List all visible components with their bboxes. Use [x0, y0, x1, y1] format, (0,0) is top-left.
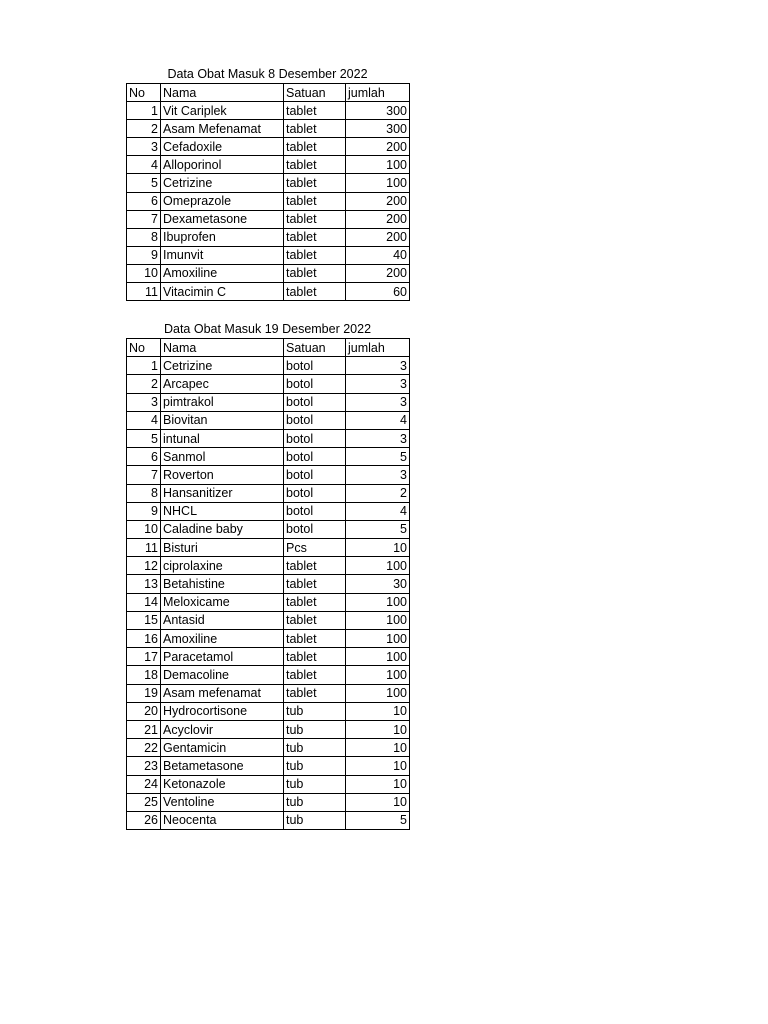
cell-satuan: tub — [284, 757, 346, 775]
header-row — [127, 84, 410, 102]
table-row — [127, 520, 410, 538]
cell-no: 16 — [127, 630, 161, 648]
cell-satuan: botol — [284, 411, 346, 429]
cell-satuan: tablet — [284, 283, 346, 301]
cell-no: 1 — [127, 102, 161, 120]
cell-satuan: tablet — [284, 630, 346, 648]
table-row — [127, 575, 410, 593]
cell-no: 1 — [127, 357, 161, 375]
cell-nama: Sanmol — [161, 448, 284, 466]
cell-no: 19 — [127, 684, 161, 702]
cell-jumlah: 60 — [346, 283, 410, 301]
table-row — [127, 793, 410, 811]
cell-nama: Betahistine — [161, 575, 284, 593]
table-row — [127, 611, 410, 629]
cell-jumlah: 4 — [346, 502, 410, 520]
cell-satuan: tablet — [284, 593, 346, 611]
header-jumlah: jumlah — [346, 339, 410, 357]
header-no: No — [127, 84, 161, 102]
cell-nama: Ibuprofen — [161, 228, 284, 246]
cell-no: 8 — [127, 228, 161, 246]
cell-nama: Vitacimin C — [161, 283, 284, 301]
cell-satuan: tub — [284, 793, 346, 811]
cell-jumlah: 3 — [346, 393, 410, 411]
table-row — [127, 757, 410, 775]
cell-satuan: botol — [284, 375, 346, 393]
cell-nama: Dexametasone — [161, 210, 284, 228]
table-row — [127, 466, 410, 484]
table-row — [127, 448, 410, 466]
header-no: No — [127, 339, 161, 357]
cell-jumlah: 5 — [346, 811, 410, 829]
cell-jumlah: 200 — [346, 264, 410, 282]
header-jumlah: jumlah — [346, 84, 410, 102]
cell-satuan: tablet — [284, 246, 346, 264]
cell-jumlah: 200 — [346, 228, 410, 246]
cell-jumlah: 3 — [346, 375, 410, 393]
cell-satuan: botol — [284, 520, 346, 538]
cell-satuan: tablet — [284, 138, 346, 156]
cell-nama: Bisturi — [161, 539, 284, 557]
table-row — [127, 210, 410, 228]
cell-jumlah: 10 — [346, 720, 410, 738]
cell-nama: Arcapec — [161, 375, 284, 393]
table-row — [127, 138, 410, 156]
cell-jumlah: 10 — [346, 757, 410, 775]
cell-satuan: tub — [284, 720, 346, 738]
table-row — [127, 156, 410, 174]
cell-no: 10 — [127, 520, 161, 538]
table-row — [127, 393, 410, 411]
cell-satuan: tablet — [284, 174, 346, 192]
cell-satuan: botol — [284, 429, 346, 447]
cell-jumlah: 3 — [346, 429, 410, 447]
cell-jumlah: 200 — [346, 138, 410, 156]
cell-satuan: tablet — [284, 611, 346, 629]
cell-nama: Cetrizine — [161, 174, 284, 192]
cell-satuan: tablet — [284, 575, 346, 593]
cell-no: 7 — [127, 210, 161, 228]
cell-no: 5 — [127, 174, 161, 192]
cell-satuan: botol — [284, 484, 346, 502]
cell-no: 12 — [127, 557, 161, 575]
cell-jumlah: 100 — [346, 648, 410, 666]
header-nama: Nama — [161, 84, 284, 102]
table-row — [127, 246, 410, 264]
table-row — [127, 720, 410, 738]
cell-nama: Acyclovir — [161, 720, 284, 738]
cell-nama: Omeprazole — [161, 192, 284, 210]
cell-nama: Antasid — [161, 611, 284, 629]
table-row — [127, 775, 410, 793]
cell-satuan: tablet — [284, 648, 346, 666]
cell-no: 2 — [127, 120, 161, 138]
cell-satuan: tub — [284, 811, 346, 829]
cell-nama: intunal — [161, 429, 284, 447]
table-title: Data Obat Masuk 19 Desember 2022 — [163, 322, 372, 336]
cell-no: 3 — [127, 138, 161, 156]
table-row — [127, 702, 410, 720]
cell-satuan: tablet — [284, 228, 346, 246]
cell-jumlah: 40 — [346, 246, 410, 264]
cell-jumlah: 10 — [346, 702, 410, 720]
cell-satuan: tablet — [284, 102, 346, 120]
cell-jumlah: 300 — [346, 120, 410, 138]
cell-nama: Cefadoxile — [161, 138, 284, 156]
cell-no: 2 — [127, 375, 161, 393]
cell-nama: Biovitan — [161, 411, 284, 429]
cell-nama: NHCL — [161, 502, 284, 520]
table-row — [127, 502, 410, 520]
header-nama: Nama — [161, 339, 284, 357]
cell-satuan: Pcs — [284, 539, 346, 557]
cell-no: 9 — [127, 246, 161, 264]
cell-no: 24 — [127, 775, 161, 793]
cell-no: 8 — [127, 484, 161, 502]
cell-no: 18 — [127, 666, 161, 684]
table-row — [127, 666, 410, 684]
table-row — [127, 192, 410, 210]
table-row — [127, 593, 410, 611]
cell-nama: Ventoline — [161, 793, 284, 811]
cell-satuan: tablet — [284, 684, 346, 702]
cell-nama: Caladine baby — [161, 520, 284, 538]
cell-jumlah: 10 — [346, 739, 410, 757]
cell-no: 11 — [127, 283, 161, 301]
cell-satuan: tablet — [284, 666, 346, 684]
cell-nama: Hansanitizer — [161, 484, 284, 502]
cell-nama: pimtrakol — [161, 393, 284, 411]
cell-nama: Amoxiline — [161, 264, 284, 282]
table-row — [127, 102, 410, 120]
cell-jumlah: 300 — [346, 102, 410, 120]
cell-jumlah: 5 — [346, 448, 410, 466]
cell-satuan: tub — [284, 702, 346, 720]
table-row — [127, 429, 410, 447]
cell-nama: Asam mefenamat — [161, 684, 284, 702]
table-row — [127, 264, 410, 282]
cell-no: 6 — [127, 448, 161, 466]
cell-no: 9 — [127, 502, 161, 520]
cell-no: 10 — [127, 264, 161, 282]
drug-table — [126, 338, 410, 830]
cell-nama: Hydrocortisone — [161, 702, 284, 720]
cell-nama: Asam Mefenamat — [161, 120, 284, 138]
cell-satuan: tablet — [284, 120, 346, 138]
header-row — [127, 339, 410, 357]
cell-satuan: botol — [284, 448, 346, 466]
cell-jumlah: 100 — [346, 611, 410, 629]
cell-no: 15 — [127, 611, 161, 629]
table-title: Data Obat Masuk 8 Desember 2022 — [167, 67, 368, 81]
cell-jumlah: 100 — [346, 174, 410, 192]
cell-nama: Demacoline — [161, 666, 284, 684]
cell-jumlah: 10 — [346, 775, 410, 793]
cell-no: 6 — [127, 192, 161, 210]
table-row — [127, 228, 410, 246]
cell-no: 23 — [127, 757, 161, 775]
cell-satuan: tub — [284, 739, 346, 757]
incoming-drugs-dec-8 — [126, 65, 409, 301]
table-row — [127, 648, 410, 666]
table-row — [127, 411, 410, 429]
table-row — [127, 375, 410, 393]
table-row — [127, 684, 410, 702]
cell-satuan: tablet — [284, 557, 346, 575]
cell-no: 11 — [127, 539, 161, 557]
cell-jumlah: 3 — [346, 466, 410, 484]
cell-jumlah: 2 — [346, 484, 410, 502]
cell-nama: Ketonazole — [161, 775, 284, 793]
cell-no: 21 — [127, 720, 161, 738]
cell-jumlah: 10 — [346, 793, 410, 811]
cell-no: 14 — [127, 593, 161, 611]
cell-jumlah: 100 — [346, 557, 410, 575]
cell-no: 20 — [127, 702, 161, 720]
cell-satuan: botol — [284, 502, 346, 520]
cell-satuan: botol — [284, 357, 346, 375]
cell-jumlah: 100 — [346, 684, 410, 702]
header-satuan: Satuan — [284, 84, 346, 102]
cell-no: 7 — [127, 466, 161, 484]
cell-satuan: tub — [284, 775, 346, 793]
table-row — [127, 283, 410, 301]
table-row — [127, 630, 410, 648]
cell-nama: Paracetamol — [161, 648, 284, 666]
cell-jumlah: 10 — [346, 539, 410, 557]
cell-jumlah: 200 — [346, 210, 410, 228]
cell-no: 5 — [127, 429, 161, 447]
cell-nama: Imunvit — [161, 246, 284, 264]
cell-jumlah: 100 — [346, 630, 410, 648]
cell-no: 3 — [127, 393, 161, 411]
cell-satuan: botol — [284, 466, 346, 484]
table-row — [127, 811, 410, 829]
cell-no: 13 — [127, 575, 161, 593]
cell-satuan: tablet — [284, 192, 346, 210]
cell-no: 4 — [127, 156, 161, 174]
table-row — [127, 357, 410, 375]
cell-satuan: tablet — [284, 210, 346, 228]
cell-nama: Amoxiline — [161, 630, 284, 648]
cell-nama: Vit Cariplek — [161, 102, 284, 120]
drug-table — [126, 83, 410, 301]
cell-jumlah: 100 — [346, 156, 410, 174]
cell-no: 17 — [127, 648, 161, 666]
table-row — [127, 484, 410, 502]
cell-nama: ciprolaxine — [161, 557, 284, 575]
table-row — [127, 739, 410, 757]
cell-nama: Alloporinol — [161, 156, 284, 174]
cell-nama: Roverton — [161, 466, 284, 484]
cell-nama: Betametasone — [161, 757, 284, 775]
cell-jumlah: 30 — [346, 575, 410, 593]
cell-satuan: botol — [284, 393, 346, 411]
cell-nama: Gentamicin — [161, 739, 284, 757]
table-row — [127, 174, 410, 192]
table-row — [127, 539, 410, 557]
cell-jumlah: 200 — [346, 192, 410, 210]
cell-no: 4 — [127, 411, 161, 429]
table-row — [127, 120, 410, 138]
cell-no: 22 — [127, 739, 161, 757]
cell-nama: Neocenta — [161, 811, 284, 829]
cell-jumlah: 3 — [346, 357, 410, 375]
cell-jumlah: 100 — [346, 593, 410, 611]
cell-nama: Meloxicame — [161, 593, 284, 611]
cell-nama: Cetrizine — [161, 357, 284, 375]
table-row — [127, 557, 410, 575]
cell-jumlah: 5 — [346, 520, 410, 538]
cell-satuan: tablet — [284, 156, 346, 174]
cell-no: 25 — [127, 793, 161, 811]
cell-jumlah: 100 — [346, 666, 410, 684]
header-satuan: Satuan — [284, 339, 346, 357]
cell-jumlah: 4 — [346, 411, 410, 429]
cell-satuan: tablet — [284, 264, 346, 282]
incoming-drugs-dec-19 — [126, 320, 409, 830]
cell-no: 26 — [127, 811, 161, 829]
